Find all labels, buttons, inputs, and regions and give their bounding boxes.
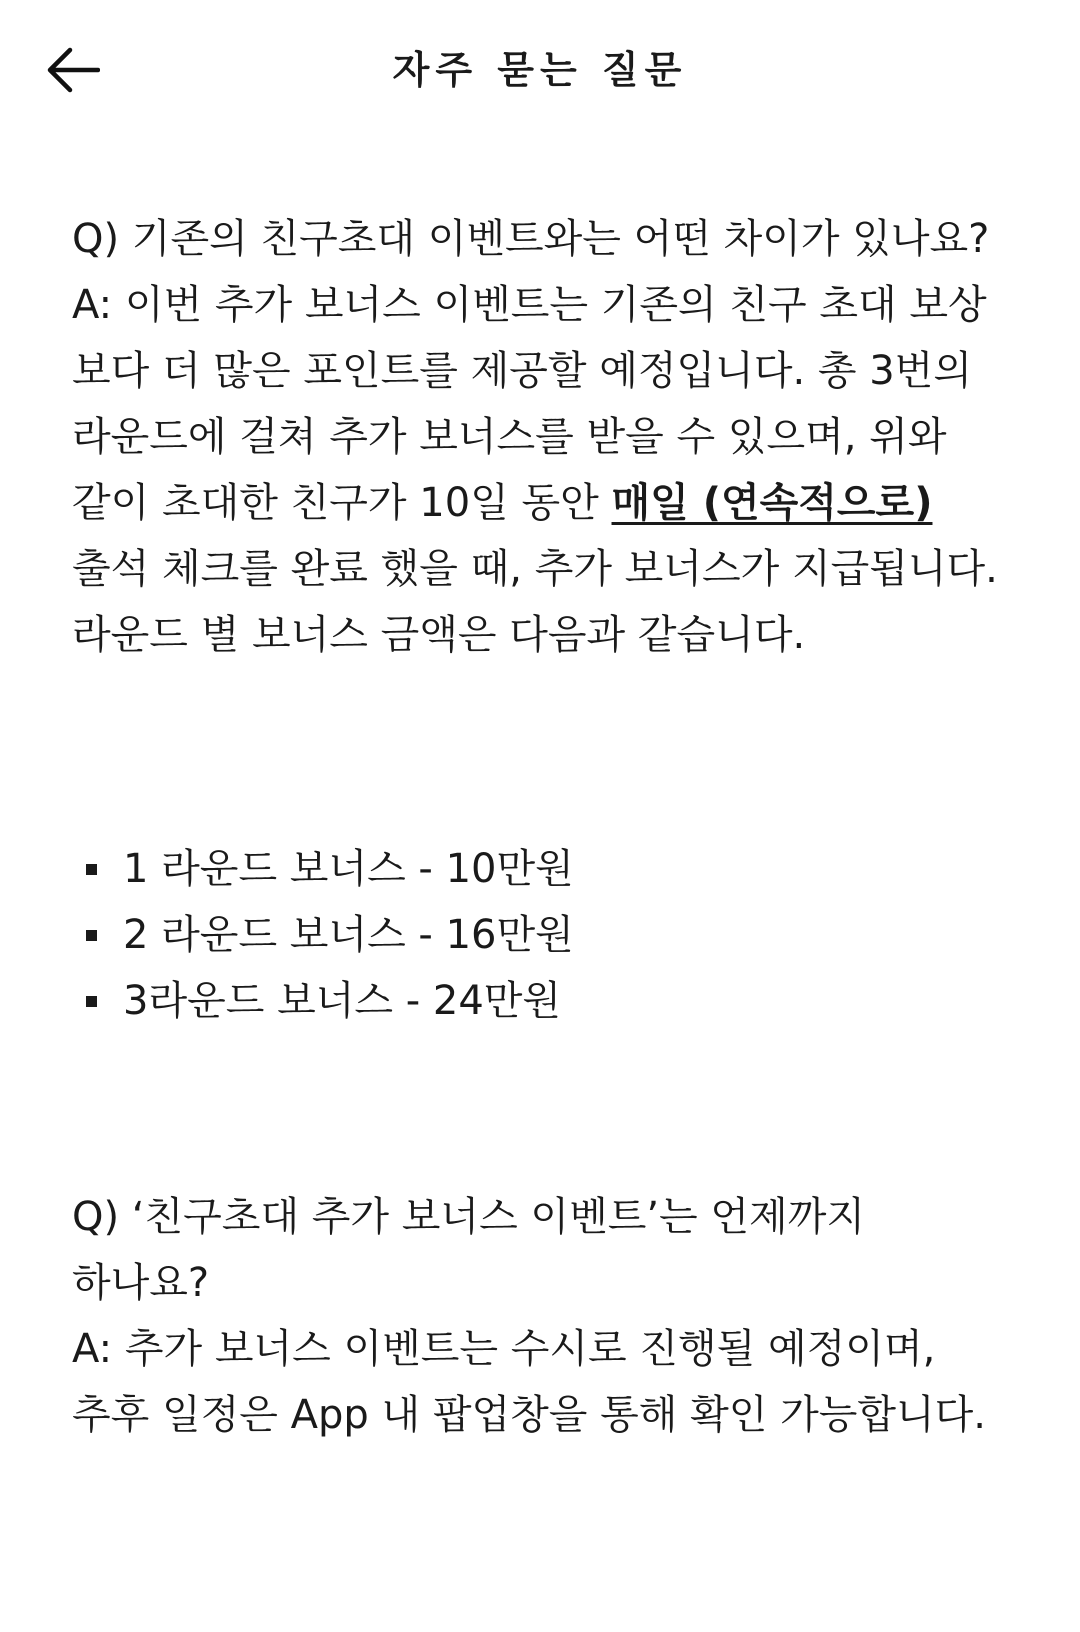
spacer <box>72 668 1012 836</box>
faq2-answer: A: 추가 보너스 이벤트는 수시로 진행될 예정이며, 추후 일정은 App 내 팝업창을 통해 확인 가능합니다. <box>72 1326 987 1438</box>
list-item-label: 3라운드 보너스 - 24만원 <box>123 978 562 1024</box>
spacer <box>72 1034 1012 1184</box>
faq1-answer-text-continued: 출석 체크를 완료 했을 때, 추가 보너스가 지급됩니다. 라운드 별 보너스 금액은 다음과 같습니다. <box>72 546 998 658</box>
faq2-question: Q) ‘친구초대 추가 보너스 이벤트’는 언제까지 하나요? <box>72 1194 865 1306</box>
list-item <box>86 968 1012 1034</box>
bullet-icon <box>86 930 97 941</box>
list-item-label: 2 라운드 보너스 - 16만원 <box>123 912 574 958</box>
list-item-label: 1 라운드 보너스 - 10만원 <box>123 846 574 892</box>
bullet-icon <box>86 864 97 875</box>
page-title: 자주 묻는 질문 <box>392 48 688 92</box>
faq-content <box>72 206 1012 1448</box>
list-item <box>86 836 1012 902</box>
faq1-answer-text: A: 이번 추가 보너스 이벤트는 기존의 친구 초대 보상 보다 더 많은 포인트를 제공할 예정입니다. 총 3번의 라운드에 걸쳐 추가 보너스를 받을 수 있으며, 위와 같이 초대한 친구가 10일 동안 <box>72 282 987 526</box>
bullet-icon <box>86 996 97 1007</box>
app-header <box>0 0 1080 140</box>
faq1-question: Q) 기존의 친구초대 이벤트와는 어떤 차이가 있나요? <box>72 216 990 262</box>
faq1-answer <box>72 272 1012 668</box>
list-item <box>86 902 1012 968</box>
bonus-list <box>72 836 1012 1034</box>
faq1-answer-emphasis: 매일 (연속적으로) <box>611 480 933 526</box>
